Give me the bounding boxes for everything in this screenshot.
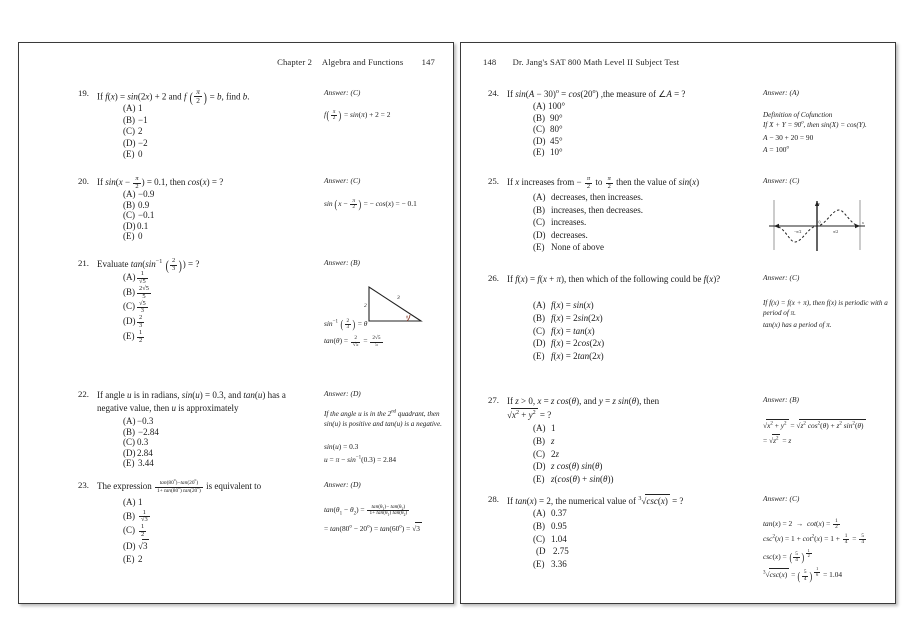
choice-item[interactable]: (D) f(x) = 2cos(2x) xyxy=(533,338,605,349)
question-number: 25. xyxy=(488,176,499,186)
choice-item[interactable]: (B) 90° xyxy=(533,112,563,123)
answer-tag: Answer: (B) xyxy=(324,258,360,267)
page-left-147 xyxy=(18,42,454,604)
choice-item[interactable]: (E) None of above xyxy=(533,242,604,253)
choices-list xyxy=(123,103,323,161)
answer-tag: Answer: (C) xyxy=(763,176,800,185)
choice-item[interactable]: (D) 0.1 xyxy=(123,220,149,231)
answer-work-line2: tan(θ) = $\frac{2}{√5}$ = $\frac{2√5}{5}$ xyxy=(324,335,381,348)
choice-item[interactable]: (C) 2 xyxy=(123,126,143,137)
choice-item[interactable]: (B) z xyxy=(533,435,555,446)
answer-block xyxy=(324,176,454,211)
choice-item[interactable]: (D) z cos(θ) sin(θ) xyxy=(533,461,603,472)
choice-item[interactable]: (B) f(x) = 2sin(2x) xyxy=(533,312,603,323)
choice-item[interactable]: (E) f(x) = 2tan(2x) xyxy=(533,351,604,362)
choice-item[interactable]: (C) 1.04 xyxy=(533,533,567,544)
answer-tag: Answer: (C) xyxy=(763,273,800,282)
header-book-title: Dr. Jang's SAT 800 Math Level II Subject Test xyxy=(512,57,680,67)
choices-list xyxy=(533,422,733,486)
page-header-left xyxy=(277,57,435,67)
answer-block xyxy=(763,176,896,186)
choices-list xyxy=(123,416,323,469)
choice-item[interactable]: (C) $\frac{√5}{3}$ xyxy=(123,299,146,315)
choice-item[interactable]: (B) 0.95 xyxy=(533,520,567,531)
answer-block xyxy=(324,258,454,268)
choice-item[interactable]: (D) $\frac{2}{3}$ xyxy=(123,314,143,330)
answer-block xyxy=(763,395,896,447)
question-number: 20. xyxy=(78,176,89,186)
choice-item[interactable]: (E) z(cos(θ) + sin(θ)) xyxy=(533,474,614,485)
answer-block xyxy=(763,494,896,583)
triangle-hypotenuse-label: 3 xyxy=(397,295,400,301)
question-stem: If tan(x) = 2, the numerical value of $^3$√csc(x) = ? xyxy=(507,496,684,506)
triangle-angle-label: θ xyxy=(406,314,409,320)
answer-tag: Answer: (A) xyxy=(763,88,799,97)
choice-item[interactable]: (A) $\frac{1}{√5}$ xyxy=(123,270,146,285)
answer-work-line1: tan(x) = 2 → cot(x) = $\frac{1}{2}$ xyxy=(763,517,838,531)
answer-work-line2: $u = \pi - \sin^{-1}(0.3) = 2.84$ xyxy=(324,455,397,465)
question-stem: If x increases from − $\frac{\pi}{2}$ to $\frac{\pi}{2}$ then the value of sin(x) xyxy=(507,175,700,190)
choice-item[interactable]: (B) $\frac{1}{√3}$ xyxy=(123,508,148,524)
answer-tag: Answer: (C) xyxy=(763,494,800,503)
choice-item[interactable]: (A) 1 xyxy=(123,497,143,507)
question-stem: Evaluate $\tan(\sin^{-1}$ ( $\frac{2}{3}$ )) = ? xyxy=(97,257,200,273)
choice-item[interactable]: (D) 2.84 xyxy=(123,447,153,458)
choice-item[interactable]: (A) 100° xyxy=(533,101,566,111)
header-section: Algebra and Functions xyxy=(321,57,404,67)
header-page-number: 147 xyxy=(421,57,435,67)
choice-item[interactable]: (A) −0.9 xyxy=(123,189,155,199)
question-stem: If f(x) = sin(2x) + 2 and f ( $\frac{\pi}{2}$ ) = b, find b. xyxy=(97,87,250,106)
choice-item[interactable]: (C) $\frac{1}{2}$ xyxy=(123,523,145,539)
choices-list xyxy=(123,271,323,345)
answer-work-line4: $^3$√csc(x) = ( $\frac{5}{4}$ ) $^{\frac{1}{6}}$ = 1.04 xyxy=(763,566,843,583)
choice-item[interactable]: (B) increases, then decreases. xyxy=(533,204,643,215)
answer-block xyxy=(763,88,896,156)
answer-tag: Answer: (C) xyxy=(324,88,361,97)
choice-item[interactable]: (E) 0 xyxy=(123,231,143,242)
choice-item[interactable]: (E) 3.44 xyxy=(123,458,154,469)
choice-item[interactable]: (A) decreases, then increases. xyxy=(533,192,643,202)
question-stem-line2: $√x^2 + y^2$ = ? xyxy=(507,410,552,420)
answer-work-line2: = $\tan(80^o - 20^o) = \tan(60^o) = √3$ xyxy=(324,523,420,533)
answer-block xyxy=(324,480,454,535)
question-stem: The expression $\frac{\tan(80^o)-\tan(20^o)}{1+ \tan(80^o) \tan(20^o)}$ is equivalent to xyxy=(97,478,262,494)
choice-item[interactable]: (E) 10° xyxy=(533,147,563,158)
choices-list xyxy=(533,191,753,254)
choice-item[interactable]: (A) 0.37 xyxy=(533,508,567,518)
question-number: 27. xyxy=(488,395,499,405)
choice-item[interactable]: (A) f(x) = sin(x) xyxy=(533,300,594,310)
page-right-148 xyxy=(460,42,896,604)
question-number: 26. xyxy=(488,273,499,283)
answer-work-block xyxy=(324,318,454,348)
answer-note: If the angle u is in the 2nd quadrant, then sin(u) is positive and tan(u) is a negative. xyxy=(324,409,442,428)
choice-item[interactable]: (D) 45° xyxy=(533,135,563,146)
choice-item[interactable]: (B) −2.84 xyxy=(123,426,159,437)
question-stem: If $\sin(A - 30)^o = \cos(20^o)$ ,the measure of ∠A = ? xyxy=(507,89,686,99)
answer-block xyxy=(324,88,454,122)
choice-item[interactable]: (D) −2 xyxy=(123,137,148,148)
choice-item[interactable]: (C) 0.3 xyxy=(123,437,149,448)
choice-item[interactable]: (D) √3 xyxy=(123,539,323,554)
answer-work-line1: sin(u) = 0.3 xyxy=(324,442,359,452)
choices-list xyxy=(533,299,733,363)
axis-origin-label: 0 xyxy=(818,219,821,225)
answer-work-line3: csc(x) = ( $\frac{5}{4}$ ) $^{\frac{1}{2}}$ xyxy=(763,547,810,565)
choices-list xyxy=(123,496,323,567)
answer-work-line2: $A = 100^o$ xyxy=(763,145,789,155)
choice-item[interactable]: (A) −0.3 xyxy=(123,416,154,426)
question-stem: If angle u is in radians, sin(u) = 0.3, and tan(u) has a negative value, then u is approximately xyxy=(97,390,286,413)
sine-curve-figure xyxy=(761,198,873,256)
choice-item[interactable]: (B) 0.9 xyxy=(123,199,150,210)
choices-list xyxy=(533,507,733,571)
question-stem: If f(x) = f(x + π), then which of the following could be f(x)? xyxy=(507,274,721,284)
answer-note-body-2: tan(x) has a period of π. xyxy=(763,321,832,330)
question-number: 28. xyxy=(488,494,499,504)
question-number: 23. xyxy=(78,480,89,490)
choice-item[interactable]: (A) 1 xyxy=(533,423,556,433)
question-stem: If sin(x − $\frac{\pi}{2}$ ) = 0.1, then cos(x) = ? xyxy=(97,175,224,190)
question-number: 19. xyxy=(78,88,89,98)
choice-item[interactable]: (C) increases. xyxy=(533,217,587,228)
answer-tag: Answer: (B) xyxy=(763,395,799,404)
triangle-opposite-label: 2 xyxy=(364,303,367,309)
choice-item[interactable]: (A) 1 xyxy=(123,103,143,113)
answer-tag: Answer: (D) xyxy=(324,480,361,489)
header-page-number: 148 xyxy=(483,57,497,67)
choice-item[interactable]: (C) 80° xyxy=(533,124,563,135)
tick-label-neg-half-pi: −π/2 xyxy=(794,229,802,234)
question-number: 22. xyxy=(78,389,89,399)
axis-label-x: x xyxy=(862,220,864,225)
choice-item[interactable]: (D) decreases. xyxy=(533,229,588,240)
answer-work-line1: $\tan(\theta_1 - \theta_2)$ = $\frac{\tan(\theta_1)- \tan(\theta_2)}{1+ \tan(\theta_1) \tan(\theta_2)}$ xyxy=(324,503,408,518)
answer-work-line1: $\sin^{-1}$ ( $\frac{2}{3}$ ) = θ xyxy=(324,317,368,332)
question-number: 21. xyxy=(78,258,89,268)
choices-list xyxy=(533,101,733,159)
choice-item[interactable]: (C) 2z xyxy=(533,448,560,459)
header-chapter: Chapter 2 xyxy=(277,57,313,67)
answer-work-line1: $√x^2 + y^2 = √z^2$ $\cos^2(\theta) + z^2$ $\sin^2(\theta)$ xyxy=(763,421,864,430)
tick-label-half-pi: π/2 xyxy=(833,229,839,234)
answer-work-line2: = $√z^2 = z$ xyxy=(763,436,792,445)
answer-note-body: If $X + Y = 90^o$, then sin(X) = cos(Y). xyxy=(763,120,867,129)
answer-work: sin (x − $\frac{\pi}{2}$ ) = − cos(x) = − 0.1 xyxy=(324,197,417,212)
question-stem: If z > 0, x = z cos(θ), and y = z sin(θ), then xyxy=(507,396,660,406)
answer-tag: Answer: (C) xyxy=(324,176,361,185)
choice-item[interactable]: (E) 0 xyxy=(123,149,143,160)
choice-item[interactable]: (C) f(x) = tan(x) xyxy=(533,325,595,336)
choices-list xyxy=(123,189,323,242)
choice-item[interactable]: (D 2.75 xyxy=(536,546,569,557)
choice-item[interactable]: (E) $\frac{1}{2}$ xyxy=(123,328,143,344)
choice-item[interactable]: (E) 3.36 xyxy=(533,559,567,570)
page-header-right xyxy=(483,57,679,67)
answer-block xyxy=(324,389,454,466)
answer-work-line2: $\csc^2(x) = 1 + \cot^2(x) = 1$ + $\frac{1}{4}$ = $\frac{5}{4}$ xyxy=(763,532,864,546)
answer-note-body: If f(x) = f(x + π), then f(x) is periodic with a period of π. xyxy=(763,299,888,317)
axis-label-y: y xyxy=(818,201,820,206)
answer-note-title: Definition of Cofunction xyxy=(763,111,833,119)
choice-item[interactable]: (C) −0.1 xyxy=(123,210,155,221)
answer-block xyxy=(763,273,896,331)
answer-work: f( $\frac{\pi}{2}$ ) = sin(π) + 2 = 2 xyxy=(324,108,391,123)
choice-item[interactable]: (E) 2 xyxy=(123,554,143,565)
choice-item[interactable]: (B) $\frac{2√5}{5}$ xyxy=(123,284,150,300)
answer-work-line1: A − 30 + 20 = 90 xyxy=(763,133,814,143)
question-number: 24. xyxy=(488,88,499,98)
choice-item[interactable]: (B) −1 xyxy=(123,114,148,125)
sine-curve-diagram xyxy=(761,198,873,256)
answer-tag: Answer: (D) xyxy=(324,389,361,398)
